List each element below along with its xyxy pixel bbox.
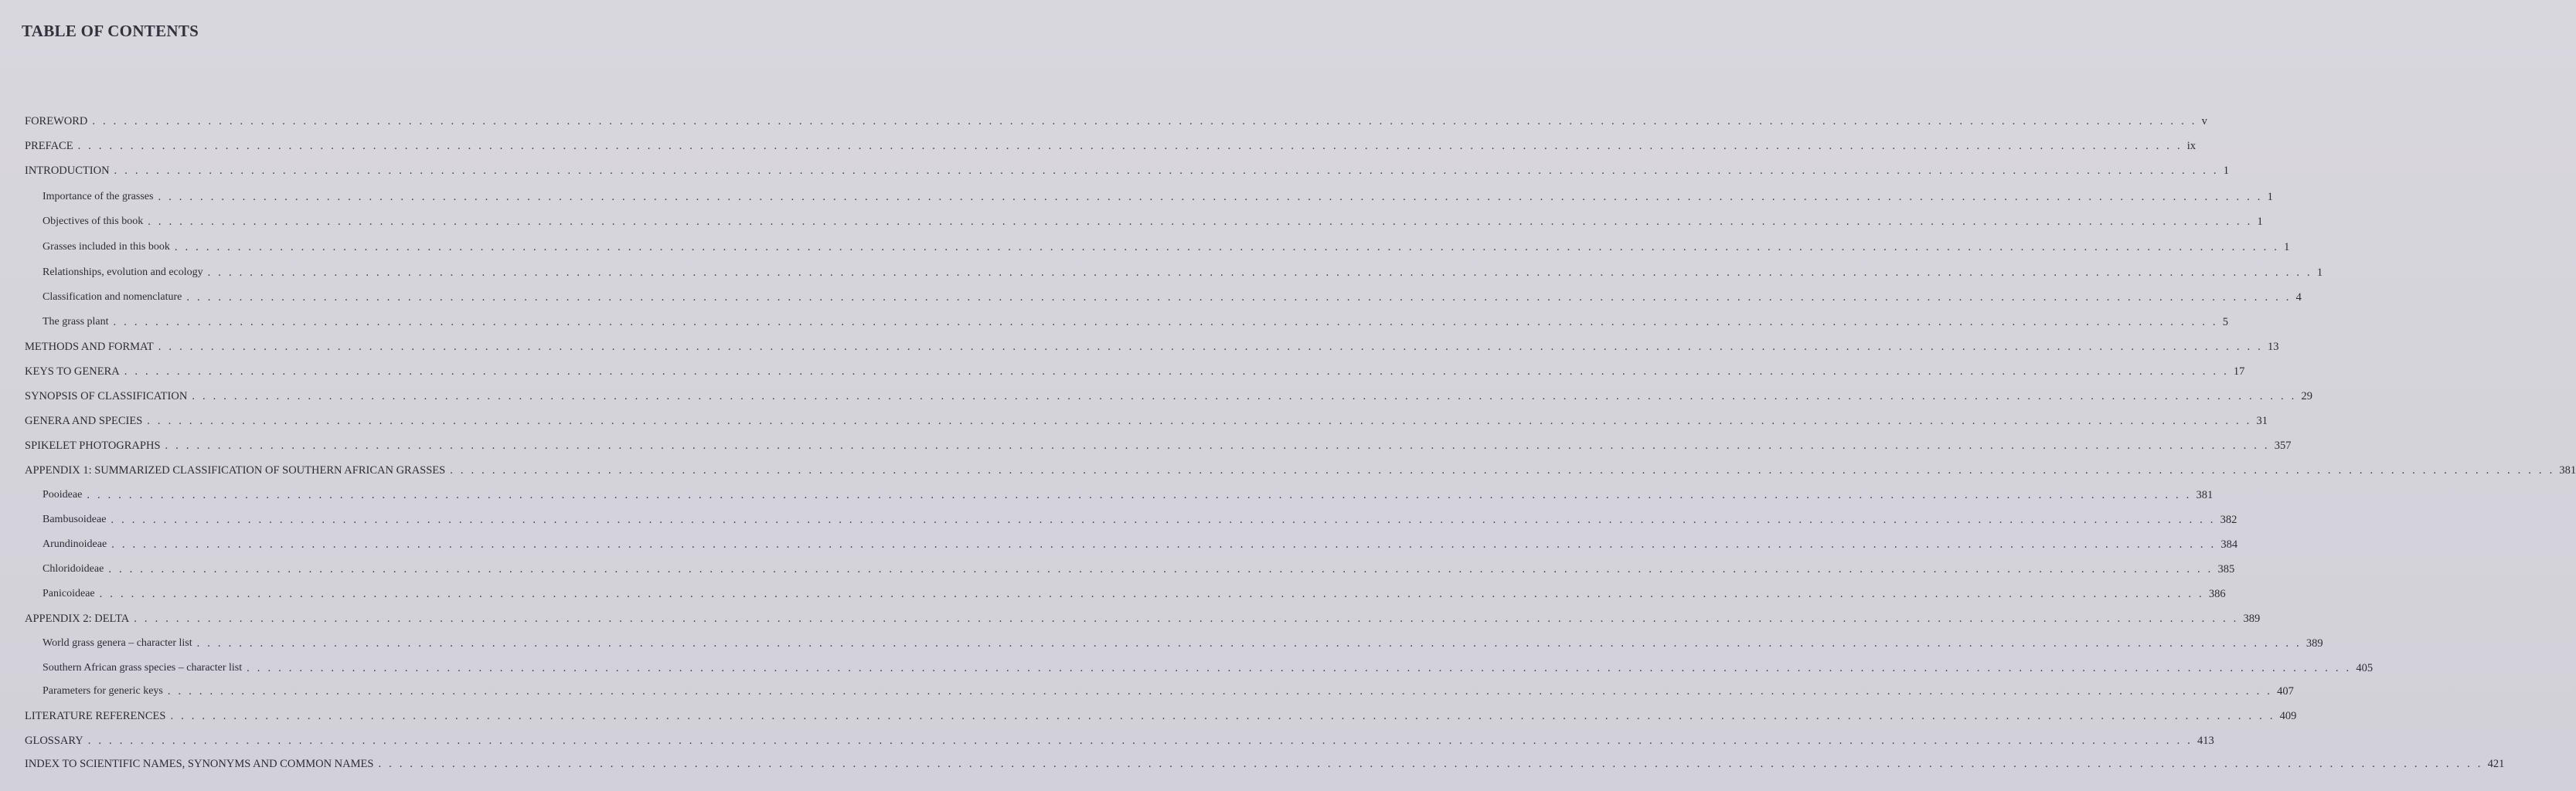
toc-entry-label: GENERA AND SPECIES xyxy=(25,415,143,427)
toc-entry-page-number: 421 xyxy=(2487,758,2505,770)
toc-entry-label: FOREWORD xyxy=(25,115,88,127)
toc-entry-label: SPIKELET PHOTOGRAPHS xyxy=(25,440,161,452)
dot-leader: . . . . . . . . . . . . . . . . . . . . . . . . . . . . . . . . . . . . . . . . . . . . . . . . . . . . . . . . . . . . . . . . . . . . . . . . . . . . . . . . . . . . . . . . . . . . . . . . . . . . . . . . . . . . . . . . . . . . . . . . . . . . . . . . . . . . . . . . . . . . . . . . . . . . . . . . . . . . . . . . . . . . . . . . . . . . . . . . . . . . . . . . . . . . . . . . . . . . . . . . xyxy=(158,191,2263,203)
toc-entry-page-number: 17 xyxy=(2233,365,2245,378)
toc-entry-page-number: 381 xyxy=(2196,489,2214,501)
dot-leader: . . . . . . . . . . . . . . . . . . . . . . . . . . . . . . . . . . . . . . . . . . . . . . . . . . . . . . . . . . . . . . . . . . . . . . . . . . . . . . . . . . . . . . . . . . . . . . . . . . . . . . . . . . . . . . . . . . . . . . . . . . . . . . . . . . . . . . . . . . . . . . . . . . . . . . . . . . . . . . . . . . . . . . . . . . . . . . . . . . . . . . . . . . . . . . . . . . . . . . . . xyxy=(378,758,2483,770)
toc-entry-page-number: 29 xyxy=(2301,390,2312,402)
toc-entry-label: APPENDIX 1: SUMMARIZED CLASSIFICATION OF SOUTHERN AFRICAN GRASSES xyxy=(25,464,446,477)
toc-entry-page-number: 405 xyxy=(2356,662,2374,674)
toc-entry xyxy=(25,337,2279,354)
toc-entry-label: Classification and nomenclature xyxy=(43,291,182,303)
toc-entry-page-number: 386 xyxy=(2208,588,2226,600)
toc-entry xyxy=(43,584,2226,601)
toc-entry xyxy=(25,161,2229,178)
toc-entry-page-number: ix xyxy=(2186,140,2197,152)
dot-leader: . . . . . . . . . . . . . . . . . . . . . . . . . . . . . . . . . . . . . . . . . . . . . . . . . . . . . . . . . . . . . . . . . . . . . . . . . . . . . . . . . . . . . . . . . . . . . . . . . . . . . . . . . . . . . . . . . . . . . . . . . . . . . . . . . . . . . . . . . . . . . . . . . . . . . . . . . . . . . . . . . . . . . . . . . . . . . . . . . . . . . . . . . . . . . . . . . . . . . . . . xyxy=(167,685,2273,698)
toc-entry xyxy=(43,187,2273,204)
toc-entry xyxy=(43,263,2323,280)
dot-leader: . . . . . . . . . . . . . . . . . . . . . . . . . . . . . . . . . . . . . . . . . . . . . . . . . . . . . . . . . . . . . . . . . . . . . . . . . . . . . . . . . . . . . . . . . . . . . . . . . . . . . . . . . . . . . . . . . . . . . . . . . . . . . . . . . . . . . . . . . . . . . . . . . . . . . . . . . . . . . . . . . . . . . . . . . . . . . . . . . . . . . . . . . . . . . . . . . . . . . . . . xyxy=(165,440,2270,452)
toc-entry-label: PREFACE xyxy=(25,140,73,152)
toc-entry xyxy=(25,436,2292,453)
dot-leader: . . . . . . . . . . . . . . . . . . . . . . . . . . . . . . . . . . . . . . . . . . . . . . . . . . . . . . . . . . . . . . . . . . . . . . . . . . . . . . . . . . . . . . . . . . . . . . . . . . . . . . . . . . . . . . . . . . . . . . . . . . . . . . . . . . . . . . . . . . . . . . . . . . . . . . . . . . . . . . . . . . . . . . . . . . . . . . . . . . . . . . . . . . . . . . . . . . . . . . . . xyxy=(207,266,2312,279)
toc-entry xyxy=(25,706,2297,723)
dot-leader: . . . . . . . . . . . . . . . . . . . . . . . . . . . . . . . . . . . . . . . . . . . . . . . . . . . . . . . . . . . . . . . . . . . . . . . . . . . . . . . . . . . . . . . . . . . . . . . . . . . . . . . . . . . . . . . . . . . . . . . . . . . . . . . . . . . . . . . . . . . . . . . . . . . . . . . . . . . . . . . . . . . . . . . . . . . . . . . . . . . . . . . . . . . . . . . . . . . . . . . . xyxy=(247,662,2352,674)
dot-leader: . . . . . . . . . . . . . . . . . . . . . . . . . . . . . . . . . . . . . . . . . . . . . . . . . . . . . . . . . . . . . . . . . . . . . . . . . . . . . . . . . . . . . . . . . . . . . . . . . . . . . . . . . . . . . . . . . . . . . . . . . . . . . . . . . . . . . . . . . . . . . . . . . . . . . . . . . . . . . . . . . . . . . . . . . . . . . . . . . . . . . . . . . . . . . . . . . . . . . . . . xyxy=(186,291,2292,304)
toc-entry-page-number: 1 xyxy=(2257,216,2263,228)
toc-entry-page-number: 1 xyxy=(2223,165,2229,177)
dot-leader: . . . . . . . . . . . . . . . . . . . . . . . . . . . . . . . . . . . . . . . . . . . . . . . . . . . . . . . . . . . . . . . . . . . . . . . . . . . . . . . . . . . . . . . . . . . . . . . . . . . . . . . . . . . . . . . . . . . . . . . . . . . . . . . . . . . . . . . . . . . . . . . . . . . . . . . . . . . . . . . . . . . . . . . . . . . . . . . . . . . . . . . . . . . . . . . . . . . . . . . . xyxy=(192,390,2297,402)
toc-entry xyxy=(25,411,2268,428)
toc-entry-page-number: 385 xyxy=(2217,563,2235,575)
toc-entry xyxy=(43,237,2290,254)
toc-entry-page-number: 389 xyxy=(2305,637,2323,650)
dot-leader: . . . . . . . . . . . . . . . . . . . . . . . . . . . . . . . . . . . . . . . . . . . . . . . . . . . . . . . . . . . . . . . . . . . . . . . . . . . . . . . . . . . . . . . . . . . . . . . . . . . . . . . . . . . . . . . . . . . . . . . . . . . . . . . . . . . . . . . . . . . . . . . . . . . . . . . . . . . . . . . . . . . . . . . . . . . . . . . . . . . . . . . . . . . . . . . . . . . . . . . . xyxy=(450,464,2555,477)
dot-leader: . . . . . . . . . . . . . . . . . . . . . . . . . . . . . . . . . . . . . . . . . . . . . . . . . . . . . . . . . . . . . . . . . . . . . . . . . . . . . . . . . . . . . . . . . . . . . . . . . . . . . . . . . . . . . . . . . . . . . . . . . . . . . . . . . . . . . . . . . . . . . . . . . . . . . . . . . . . . . . . . . . . . . . . . . . . . . . . . . . . . . . . . . . . . . . . . . . . . . . . . xyxy=(87,489,2192,501)
dot-leader: . . . . . . . . . . . . . . . . . . . . . . . . . . . . . . . . . . . . . . . . . . . . . . . . . . . . . . . . . . . . . . . . . . . . . . . . . . . . . . . . . . . . . . . . . . . . . . . . . . . . . . . . . . . . . . . . . . . . . . . . . . . . . . . . . . . . . . . . . . . . . . . . . . . . . . . . . . . . . . . . . . . . . . . . . . . . . . . . . . . . . . . . . . . . . . . . . . . . . . . . xyxy=(147,415,2252,427)
toc-entry-page-number: 357 xyxy=(2274,440,2292,452)
toc-entry xyxy=(43,681,2294,698)
toc-entry-label: Panicoideae xyxy=(43,588,95,599)
toc-entry-label: Grasses included in this book xyxy=(43,241,170,253)
toc-entry-label: Objectives of this book xyxy=(43,216,144,227)
dot-leader: . . . . . . . . . . . . . . . . . . . . . . . . . . . . . . . . . . . . . . . . . . . . . . . . . . . . . . . . . . . . . . . . . . . . . . . . . . . . . . . . . . . . . . . . . . . . . . . . . . . . . . . . . . . . . . . . . . . . . . . . . . . . . . . . . . . . . . . . . . . . . . . . . . . . . . . . . . . . . . . . . . . . . . . . . . . . . . . . . . . . . . . . . . . . . . . . . . . . . . . . xyxy=(92,115,2197,127)
toc-entry xyxy=(25,386,2312,403)
toc-entry xyxy=(43,212,2263,229)
toc-entry-page-number: 409 xyxy=(2279,710,2297,722)
toc-entry xyxy=(25,754,2505,771)
toc-entry-label: Parameters for generic keys xyxy=(43,685,163,697)
toc-entry-page-number: 1 xyxy=(2284,241,2290,253)
dot-leader: . . . . . . . . . . . . . . . . . . . . . . . . . . . . . . . . . . . . . . . . . . . . . . . . . . . . . . . . . . . . . . . . . . . . . . . . . . . . . . . . . . . . . . . . . . . . . . . . . . . . . . . . . . . . . . . . . . . . . . . . . . . . . . . . . . . . . . . . . . . . . . . . . . . . . . . . . . . . . . . . . . . . . . . . . . . . . . . . . . . . . . . . . . . . . . . . . . . . . . . . xyxy=(158,341,2263,353)
toc-entry-label: Bambusoideae xyxy=(43,514,107,525)
toc-entry xyxy=(25,460,2576,477)
toc-entry-label: Importance of the grasses xyxy=(43,191,154,202)
toc-entry-label: KEYS TO GENERA xyxy=(25,365,120,378)
dot-leader: . . . . . . . . . . . . . . . . . . . . . . . . . . . . . . . . . . . . . . . . . . . . . . . . . . . . . . . . . . . . . . . . . . . . . . . . . . . . . . . . . . . . . . . . . . . . . . . . . . . . . . . . . . . . . . . . . . . . . . . . . . . . . . . . . . . . . . . . . . . . . . . . . . . . . . . . . . . . . . . . . . . . . . . . . . . . . . . . . . . . . . . . . . . . . . . . . . . . . . . . xyxy=(111,538,2217,551)
toc-entry xyxy=(43,559,2235,576)
dot-leader: . . . . . . . . . . . . . . . . . . . . . . . . . . . . . . . . . . . . . . . . . . . . . . . . . . . . . . . . . . . . . . . . . . . . . . . . . . . . . . . . . . . . . . . . . . . . . . . . . . . . . . . . . . . . . . . . . . . . . . . . . . . . . . . . . . . . . . . . . . . . . . . . . . . . . . . . . . . . . . . . . . . . . . . . . . . . . . . . . . . . . . . . . . . . . . . . . . . . . . . . xyxy=(114,165,2219,177)
toc-entry xyxy=(25,609,2261,626)
toc-entry xyxy=(43,485,2214,502)
toc-entry-label: Relationships, evolution and ecology xyxy=(43,266,203,278)
toc-entry-page-number: 1 xyxy=(2267,191,2273,203)
dot-leader: . . . . . . . . . . . . . . . . . . . . . . . . . . . . . . . . . . . . . . . . . . . . . . . . . . . . . . . . . . . . . . . . . . . . . . . . . . . . . . . . . . . . . . . . . . . . . . . . . . . . . . . . . . . . . . . . . . . . . . . . . . . . . . . . . . . . . . . . . . . . . . . . . . . . . . . . . . . . . . . . . . . . . . . . . . . . . . . . . . . . . . . . . . . . . . . . . . . . . . . . xyxy=(170,710,2275,722)
toc-entry-page-number: 1 xyxy=(2316,266,2323,279)
dot-leader: . . . . . . . . . . . . . . . . . . . . . . . . . . . . . . . . . . . . . . . . . . . . . . . . . . . . . . . . . . . . . . . . . . . . . . . . . . . . . . . . . . . . . . . . . . . . . . . . . . . . . . . . . . . . . . . . . . . . . . . . . . . . . . . . . . . . . . . . . . . . . . . . . . . . . . . . . . . . . . . . . . . . . . . . . . . . . . . . . . . . . . . . . . . . . . . . . . . . . . . . xyxy=(111,514,2216,526)
dot-leader: . . . . . . . . . . . . . . . . . . . . . . . . . . . . . . . . . . . . . . . . . . . . . . . . . . . . . . . . . . . . . . . . . . . . . . . . . . . . . . . . . . . . . . . . . . . . . . . . . . . . . . . . . . . . . . . . . . . . . . . . . . . . . . . . . . . . . . . . . . . . . . . . . . . . . . . . . . . . . . . . . . . . . . . . . . . . . . . . . . . . . . . . . . . . . . . . . . . . . . . . xyxy=(87,735,2193,747)
toc-entry-label: SYNOPSIS OF CLASSIFICATION xyxy=(25,390,188,402)
dot-leader: . . . . . . . . . . . . . . . . . . . . . . . . . . . . . . . . . . . . . . . . . . . . . . . . . . . . . . . . . . . . . . . . . . . . . . . . . . . . . . . . . . . . . . . . . . . . . . . . . . . . . . . . . . . . . . . . . . . . . . . . . . . . . . . . . . . . . . . . . . . . . . . . . . . . . . . . . . . . . . . . . . . . . . . . . . . . . . . . . . . . . . . . . . . . . . . . . . . . . . . . xyxy=(124,365,2229,378)
toc-entry xyxy=(43,510,2237,527)
toc-entry-page-number: 4 xyxy=(2295,291,2302,304)
toc-entry-label: INDEX TO SCIENTIFIC NAMES, SYNONYMS AND COMMON NAMES xyxy=(25,758,374,770)
dot-leader: . . . . . . . . . . . . . . . . . . . . . . . . . . . . . . . . . . . . . . . . . . . . . . . . . . . . . . . . . . . . . . . . . . . . . . . . . . . . . . . . . . . . . . . . . . . . . . . . . . . . . . . . . . . . . . . . . . . . . . . . . . . . . . . . . . . . . . . . . . . . . . . . . . . . . . . . . . . . . . . . . . . . . . . . . . . . . . . . . . . . . . . . . . . . . . . . . . . . . . . . xyxy=(174,241,2280,253)
toc-entry-label: Pooideae xyxy=(43,489,83,501)
toc-entry-page-number: 407 xyxy=(2277,685,2294,698)
dot-leader: . . . . . . . . . . . . . . . . . . . . . . . . . . . . . . . . . . . . . . . . . . . . . . . . . . . . . . . . . . . . . . . . . . . . . . . . . . . . . . . . . . . . . . . . . . . . . . . . . . . . . . . . . . . . . . . . . . . . . . . . . . . . . . . . . . . . . . . . . . . . . . . . . . . . . . . . . . . . . . . . . . . . . . . . . . . . . . . . . . . . . . . . . . . . . . . . . . . . . . . . xyxy=(99,588,2204,600)
toc-entry-page-number: 5 xyxy=(2222,316,2228,328)
toc-entry-label: GLOSSARY xyxy=(25,735,83,747)
toc-entry xyxy=(43,658,2374,675)
toc-entry xyxy=(43,312,2228,329)
toc-entry xyxy=(43,535,2238,552)
toc-entry-label: Chloridoideae xyxy=(43,563,104,575)
toc-entry-label: INTRODUCTION xyxy=(25,165,110,177)
toc-entry-label: Southern African grass species – character list xyxy=(43,662,243,674)
toc-entry-page-number: 384 xyxy=(2220,538,2238,551)
toc-entry-page-number: 413 xyxy=(2197,735,2214,747)
toc-entry-label: World grass genera – character list xyxy=(43,637,192,649)
page-title: TABLE OF CONTENTS xyxy=(22,22,199,40)
toc-entry xyxy=(43,633,2323,650)
toc-entry xyxy=(43,287,2302,304)
toc-entry-page-number: 381 xyxy=(2559,464,2576,477)
dot-leader: . . . . . . . . . . . . . . . . . . . . . . . . . . . . . . . . . . . . . . . . . . . . . . . . . . . . . . . . . . . . . . . . . . . . . . . . . . . . . . . . . . . . . . . . . . . . . . . . . . . . . . . . . . . . . . . . . . . . . . . . . . . . . . . . . . . . . . . . . . . . . . . . . . . . . . . . . . . . . . . . . . . . . . . . . . . . . . . . . . . . . . . . . . . . . . . . . . . . . . . . xyxy=(134,613,2239,625)
toc-entry-page-number: v xyxy=(2201,115,2207,127)
dot-leader: . . . . . . . . . . . . . . . . . . . . . . . . . . . . . . . . . . . . . . . . . . . . . . . . . . . . . . . . . . . . . . . . . . . . . . . . . . . . . . . . . . . . . . . . . . . . . . . . . . . . . . . . . . . . . . . . . . . . . . . . . . . . . . . . . . . . . . . . . . . . . . . . . . . . . . . . . . . . . . . . . . . . . . . . . . . . . . . . . . . . . . . . . . . . . . . . . . . . . . . . xyxy=(196,637,2302,650)
toc-entry-label: The grass plant xyxy=(43,316,109,328)
dot-leader: . . . . . . . . . . . . . . . . . . . . . . . . . . . . . . . . . . . . . . . . . . . . . . . . . . . . . . . . . . . . . . . . . . . . . . . . . . . . . . . . . . . . . . . . . . . . . . . . . . . . . . . . . . . . . . . . . . . . . . . . . . . . . . . . . . . . . . . . . . . . . . . . . . . . . . . . . . . . . . . . . . . . . . . . . . . . . . . . . . . . . . . . . . . . . . . . . . . . . . . . xyxy=(148,216,2253,228)
toc-entry-label: LITERATURE REFERENCES xyxy=(25,710,166,722)
toc-entry-label: METHODS AND FORMAT xyxy=(25,341,154,353)
dot-leader: . . . . . . . . . . . . . . . . . . . . . . . . . . . . . . . . . . . . . . . . . . . . . . . . . . . . . . . . . . . . . . . . . . . . . . . . . . . . . . . . . . . . . . . . . . . . . . . . . . . . . . . . . . . . . . . . . . . . . . . . . . . . . . . . . . . . . . . . . . . . . . . . . . . . . . . . . . . . . . . . . . . . . . . . . . . . . . . . . . . . . . . . . . . . . . . . . . . . . . . . xyxy=(77,140,2183,152)
toc-entry-label: APPENDIX 2: DELTA xyxy=(25,613,130,625)
toc-entry-page-number: 31 xyxy=(2256,415,2268,427)
toc-entry xyxy=(25,136,2197,153)
toc-entry xyxy=(25,731,2214,748)
toc-entry xyxy=(25,111,2207,128)
toc-entry-page-number: 389 xyxy=(2243,613,2261,625)
toc-entry-page-number: 13 xyxy=(2267,341,2279,353)
toc-entry xyxy=(25,362,2245,379)
dot-leader: . . . . . . . . . . . . . . . . . . . . . . . . . . . . . . . . . . . . . . . . . . . . . . . . . . . . . . . . . . . . . . . . . . . . . . . . . . . . . . . . . . . . . . . . . . . . . . . . . . . . . . . . . . . . . . . . . . . . . . . . . . . . . . . . . . . . . . . . . . . . . . . . . . . . . . . . . . . . . . . . . . . . . . . . . . . . . . . . . . . . . . . . . . . . . . . . . . . . . . . . xyxy=(113,316,2218,328)
dot-leader: . . . . . . . . . . . . . . . . . . . . . . . . . . . . . . . . . . . . . . . . . . . . . . . . . . . . . . . . . . . . . . . . . . . . . . . . . . . . . . . . . . . . . . . . . . . . . . . . . . . . . . . . . . . . . . . . . . . . . . . . . . . . . . . . . . . . . . . . . . . . . . . . . . . . . . . . . . . . . . . . . . . . . . . . . . . . . . . . . . . . . . . . . . . . . . . . . . . . . . . . xyxy=(108,563,2214,575)
toc-entry-label: Arundinoideae xyxy=(43,538,107,550)
toc-entry-page-number: 382 xyxy=(2220,514,2237,526)
